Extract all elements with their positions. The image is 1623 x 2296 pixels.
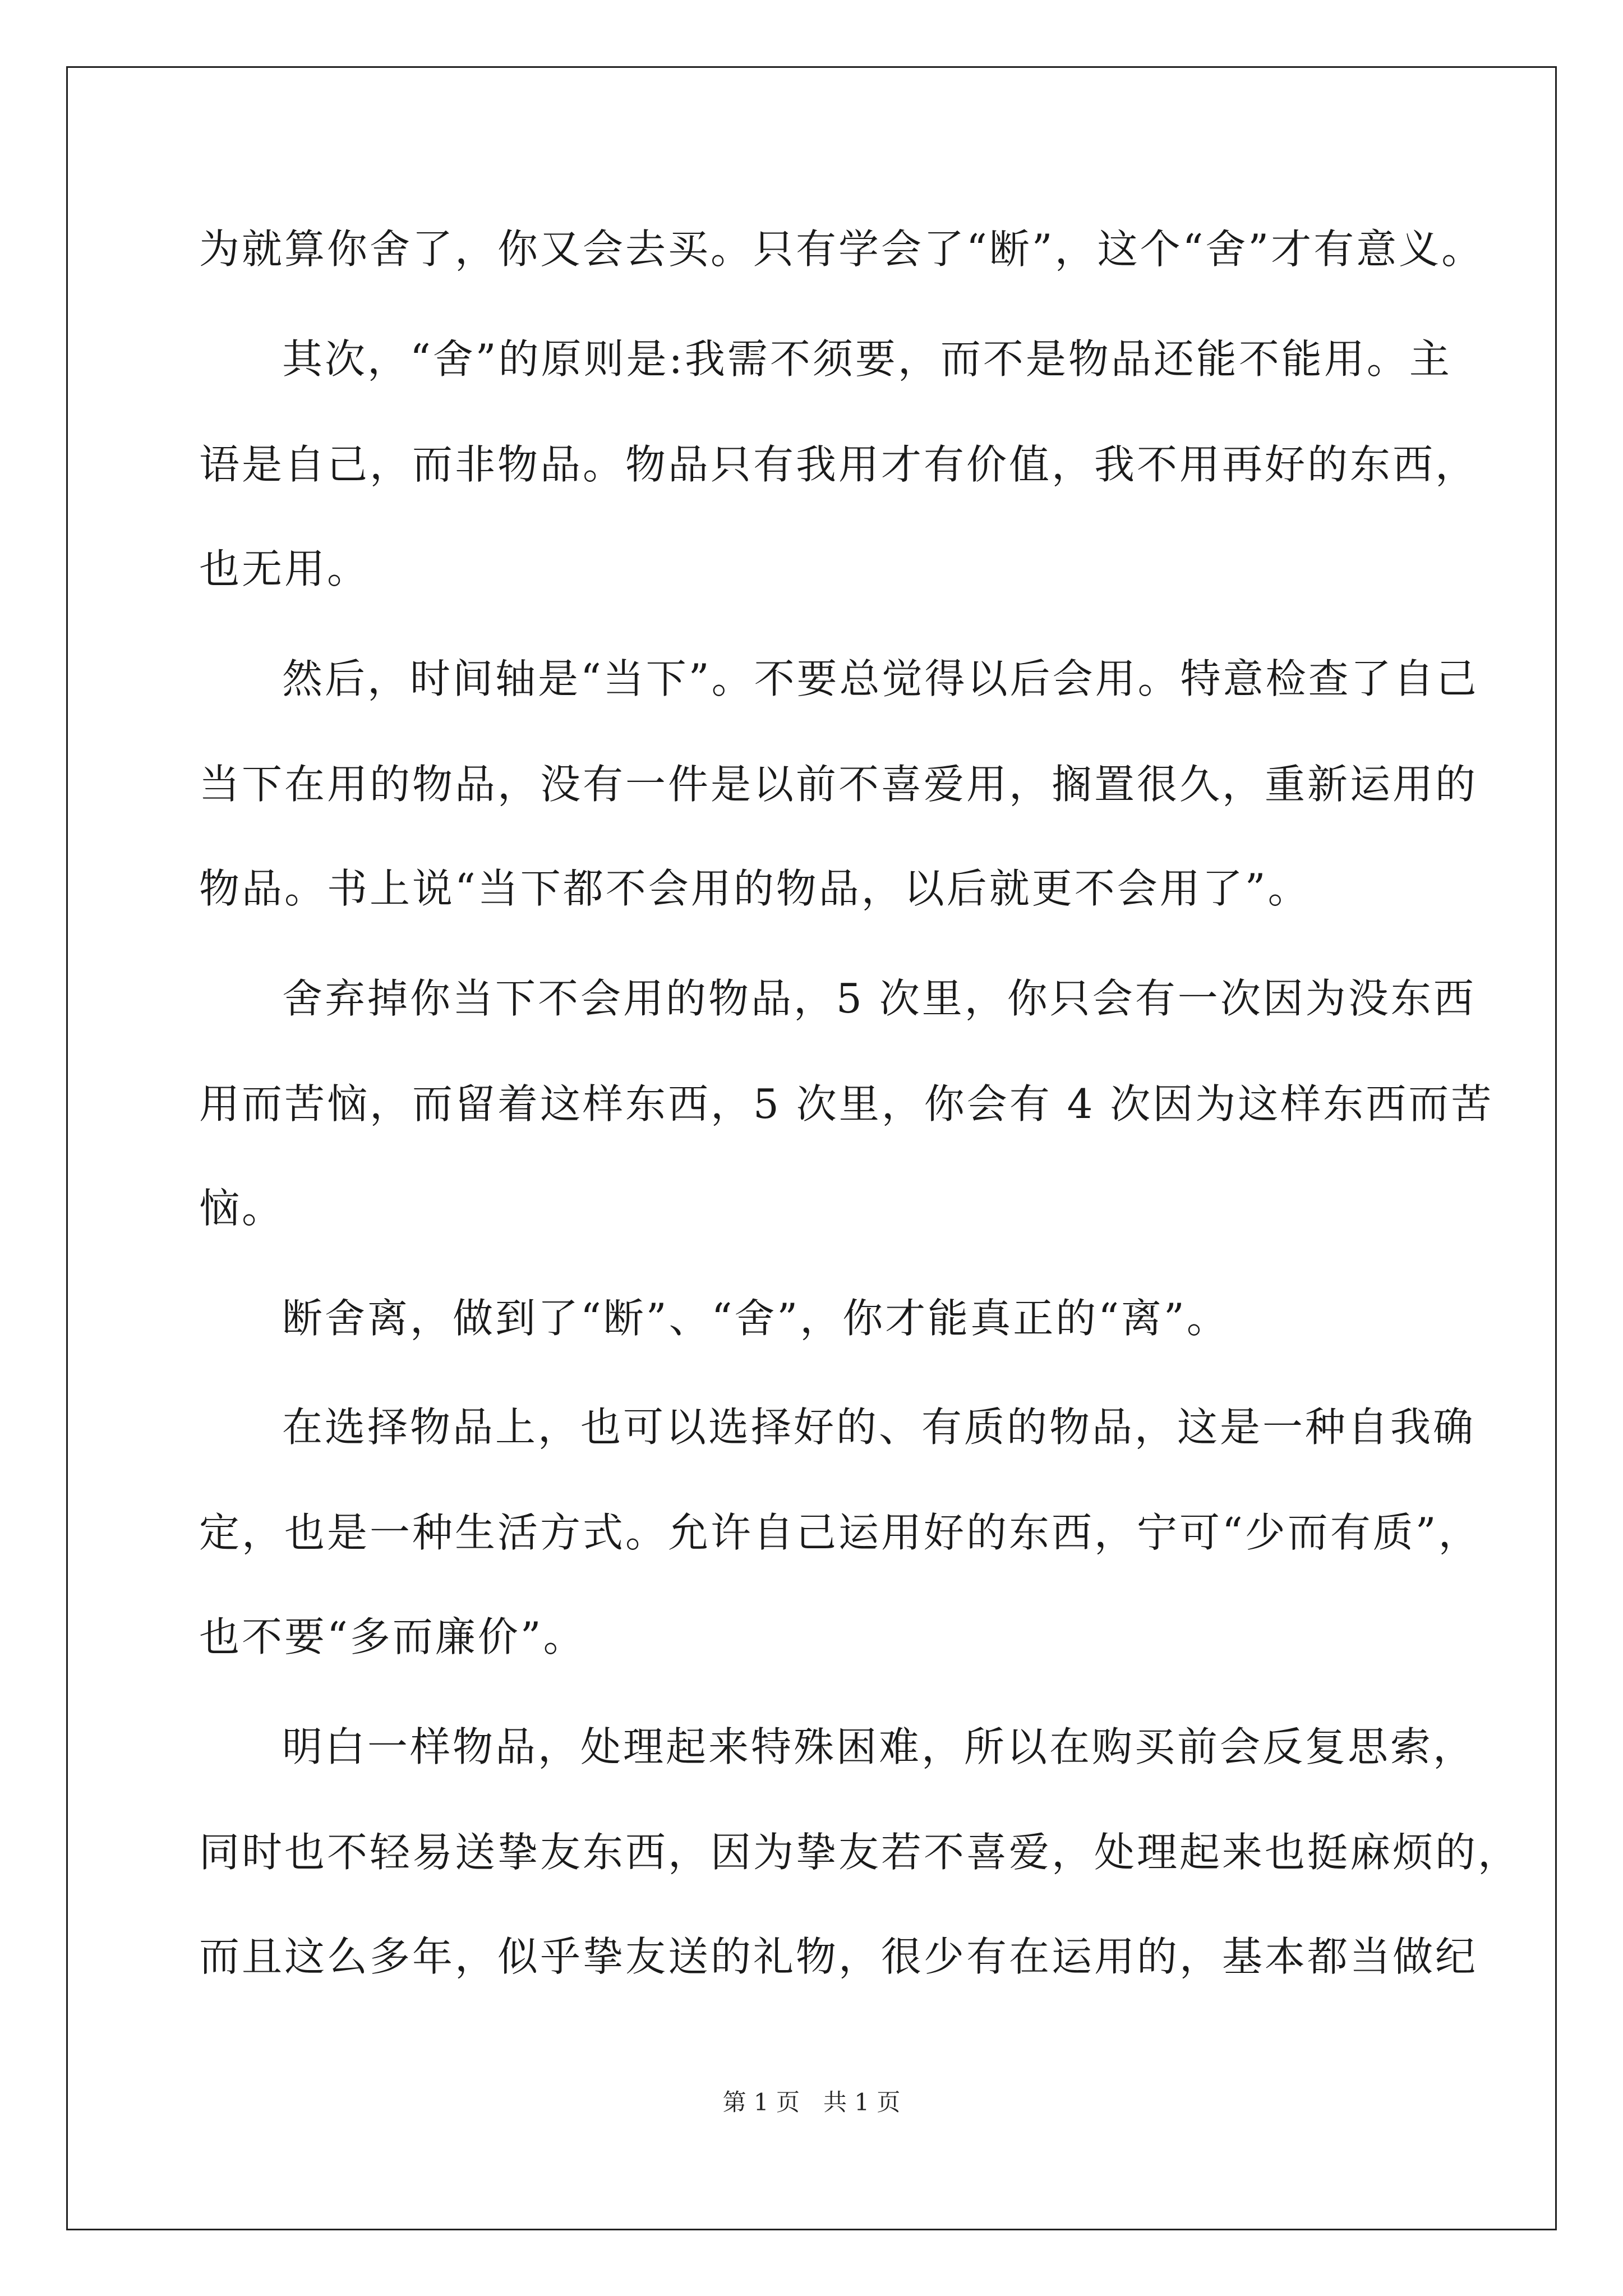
text-line: 而且这么多年，似乎挚友送的礼物，很少有在运用的，基本都当做纪 xyxy=(199,1933,1478,1980)
page-border xyxy=(66,66,1557,2230)
text-line: 也无用。 xyxy=(199,545,370,592)
paragraph-first-line: 舍弃掉你当下不会用的物品，5 次里，你只会有一次因为没东西 xyxy=(282,975,1476,1022)
text-line: 当下在用的物品，没有一件是以前不喜爱用，搁置很久，重新运用的 xyxy=(199,761,1478,808)
text-line: 语是自己，而非物品。物品只有我用才有价值，我不用再好的东西， xyxy=(199,441,1478,488)
text-line: 为就算你舍了，你又会去买。只有学会了“断”，这个“舍”才有意义。 xyxy=(199,226,1484,273)
text-line: 也不要“多而廉价”。 xyxy=(199,1613,586,1660)
paragraph-first-line: 断舍离，做到了“断”、“舍”，你才能真正的“离”。 xyxy=(282,1295,1229,1342)
text-line: 用而苦恼，而留着这样东西，5 次里，你会有 4 次因为这样东西而苦 xyxy=(199,1080,1494,1128)
page-number-footer: 第 1 页 共 1 页 xyxy=(722,2088,901,2116)
paragraph-first-line: 然后，时间轴是“当下”。不要总觉得以后会用。特意检查了自己 xyxy=(282,655,1479,702)
paragraph-first-line: 在选择物品上，也可以选择好的、有质的物品，这是一种自我确 xyxy=(282,1404,1476,1451)
paragraph-first-line: 明白一样物品，处理起来特殊困难，所以在购买前会反复思索， xyxy=(282,1723,1476,1770)
text-line: 恼。 xyxy=(199,1185,285,1232)
paragraph-first-line: 其次，“舍”的原则是:我需不须要，而不是物品还能不能用。主 xyxy=(282,335,1452,383)
text-line: 同时也不轻易送挚友东西，因为挚友若不喜爱，处理起来也挺麻烦的， xyxy=(199,1829,1521,1876)
text-line: 定，也是一种生活方式。允许自己运用好的东西，宁可“少而有质”， xyxy=(199,1509,1481,1556)
text-line: 物品。书上说“当下都不会用的物品，以后就更不会用了”。 xyxy=(199,865,1311,912)
